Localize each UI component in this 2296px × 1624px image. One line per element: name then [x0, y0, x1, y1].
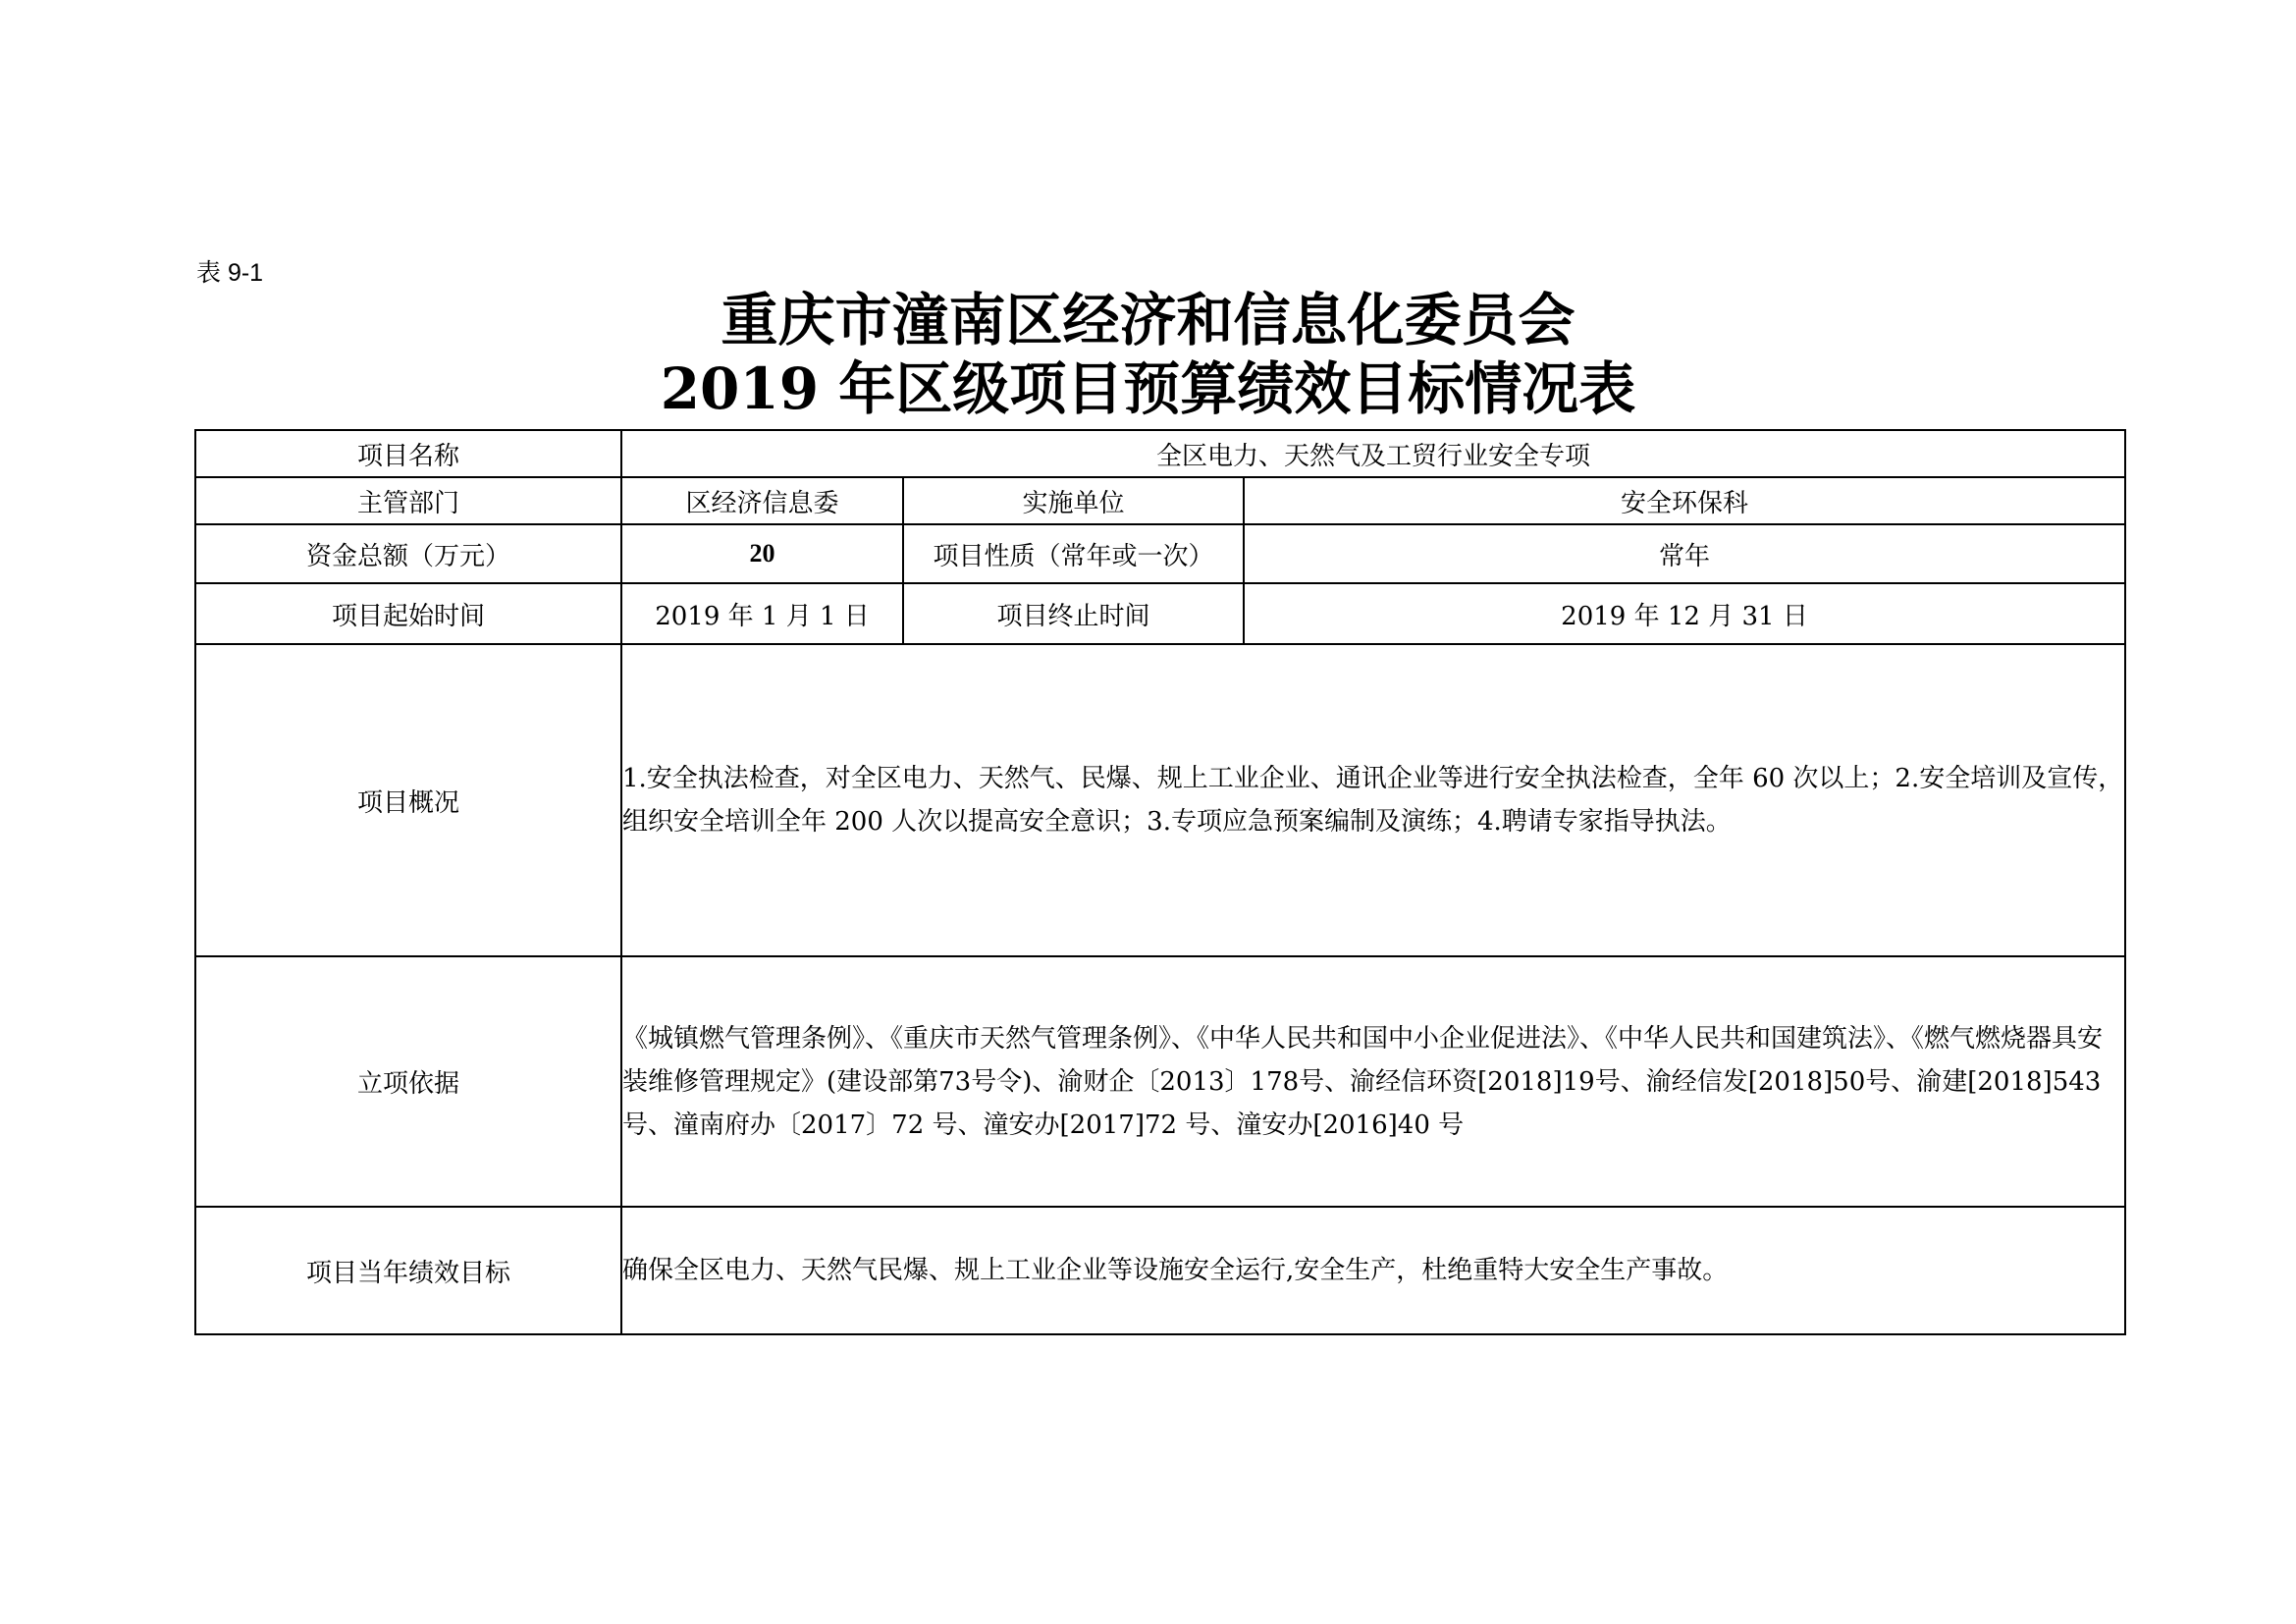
funding-value: 20 — [621, 524, 903, 583]
table-row-overview — [195, 644, 2125, 956]
overview-value: 1.安全执法检查，对全区电力、天然气、民爆、规上工业企业、通讯企业等进行安全执法检查，全年 60 次以上；2.安全培训及宣传，组织安全培训全年 200 人次以提高安全意识；3.专项应急预案编制及演练；4.聘请专家指导执法。 — [621, 644, 2125, 956]
table-row-target — [195, 1207, 2125, 1334]
target-label: 项目当年绩效目标 — [195, 1207, 621, 1334]
table-row-project-name — [195, 430, 2125, 477]
basis-value: 《城镇燃气管理条例》、《重庆市天然气管理条例》、《中华人民共和国中小企业促进法》、《中华人民共和国建筑法》、《燃气燃烧器具安装维修管理规定》(建设部第73号令)、渝财企〔2013〕178号、渝经信环资[2018]19号、渝经信发[2018]50号、渝建[2018]543 号、潼南府办〔2017〕72 号、潼安办[2017]72 号、潼安办[2016]40 号 — [621, 956, 2125, 1207]
table-row-department — [195, 477, 2125, 524]
table-row-funding — [195, 524, 2125, 583]
table-row-dates — [195, 583, 2125, 644]
basis-label: 立项依据 — [195, 956, 621, 1207]
end-value: 2019 年 12 月 31 日 — [1244, 583, 2125, 644]
nature-value: 常年 — [1244, 524, 2125, 583]
document-title-line2: 2019 年区级项目预算绩效目标情况表 — [660, 355, 1636, 422]
project-name-label: 项目名称 — [195, 430, 621, 477]
dept-value: 区经济信息委 — [621, 477, 903, 524]
target-value: 确保全区电力、天然气民爆、规上工业企业等设施安全运行,安全生产，杜绝重特大安全生产事故。 — [621, 1207, 2125, 1334]
overview-label: 项目概况 — [195, 644, 621, 956]
impl-unit-value: 安全环保科 — [1244, 477, 2125, 524]
dept-label: 主管部门 — [195, 477, 621, 524]
start-value: 2019 年 1 月 1 日 — [621, 583, 903, 644]
impl-unit-label: 实施单位 — [903, 477, 1244, 524]
start-label: 项目起始时间 — [195, 583, 621, 644]
funding-label: 资金总额（万元） — [195, 524, 621, 583]
project-name-value: 全区电力、天然气及工贸行业安全专项 — [621, 430, 2125, 477]
document-title-line1: 重庆市潼南区经济和信息化委员会 — [721, 287, 1575, 353]
budget-performance-table — [194, 429, 2126, 1335]
table-number: 表 9-1 — [196, 259, 264, 287]
table-row-basis — [195, 956, 2125, 1207]
end-label: 项目终止时间 — [903, 583, 1244, 644]
nature-label: 项目性质（常年或一次） — [903, 524, 1244, 583]
